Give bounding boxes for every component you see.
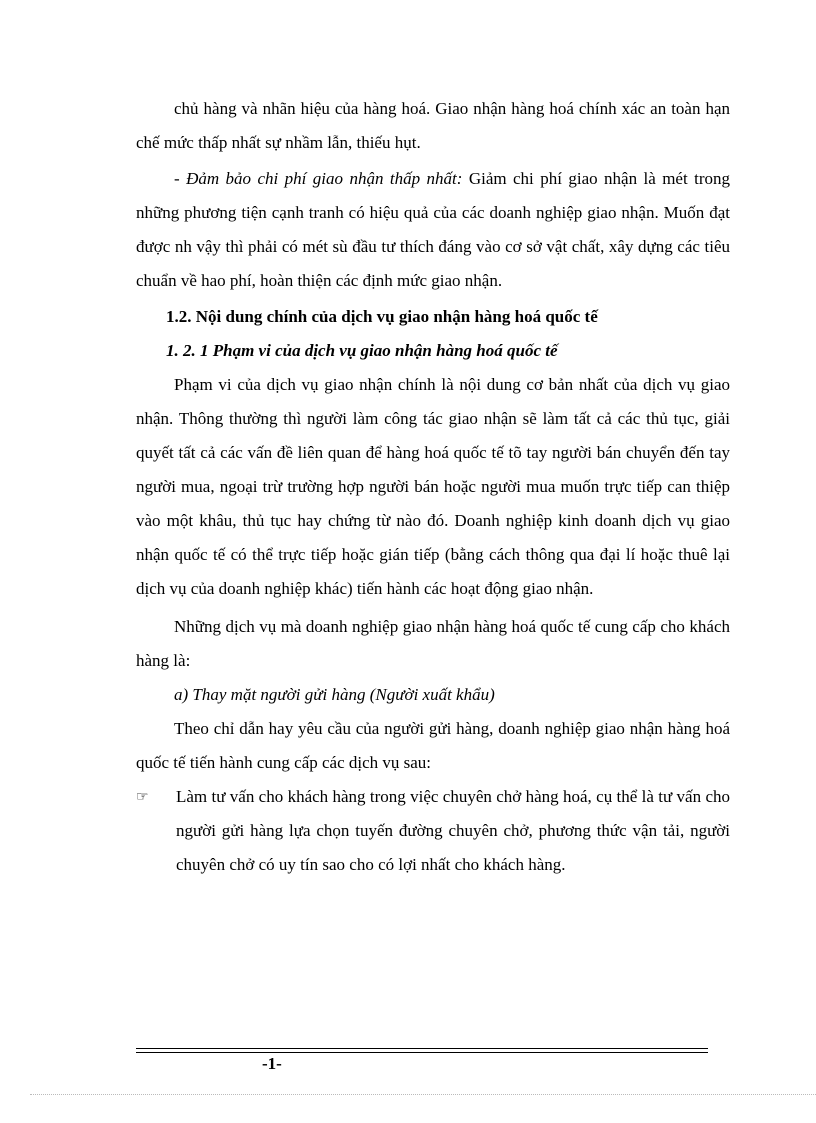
document-body bbox=[136, 92, 730, 882]
page-bottom-divider bbox=[30, 1094, 816, 1095]
pointing-hand-icon: ☞ bbox=[136, 789, 149, 805]
subsection-heading: 1. 2. 1 Phạm vi của dịch vụ giao nhận hàng hoá quốc tế bbox=[166, 341, 558, 360]
paragraph-4: Những dịch vụ mà doanh nghiệp giao nhận hàng hoá quốc tế cung cấp cho khách hàng là: bbox=[136, 617, 730, 670]
footer-rule-bottom bbox=[136, 1052, 708, 1053]
paragraph-2-text: Giảm chi phí giao nhận là mét trong những phương tiện cạnh tranh có hiệu quả của các doanh nghiệp giao nhận. Muốn đạt được nh vậy thì phải có mét sù đầu tư thích đáng vào cơ sở vật chất, xây dựng các tiêu chuẩn về hao phí, hoàn thiện các định mức giao nhận. bbox=[136, 169, 730, 290]
paragraph-5: Theo chỉ dẫn hay yêu cầu của người gửi hàng, doanh nghiệp giao nhận hàng hoá quốc tế tiến hành cung cấp các dịch vụ sau: bbox=[136, 719, 730, 772]
bullet-item bbox=[136, 780, 730, 882]
paragraph-1: chủ hàng và nhãn hiệu của hàng hoá. Giao nhận hàng hoá chính xác an toàn hạn chế mức thấp nhất sự nhầm lẫn, thiếu hụt. bbox=[136, 99, 730, 152]
paragraph-2 bbox=[136, 162, 730, 298]
section-heading: 1.2. Nội dung chính của dịch vụ giao nhận hàng hoá quốc tế bbox=[166, 307, 598, 326]
sub-item-a: a) Thay mặt người gửi hàng (Người xuất khẩu) bbox=[174, 685, 495, 704]
bullet-item-text: Làm tư vấn cho khách hàng trong việc chuyên chở hàng hoá, cụ thể là tư vấn cho người gửi hàng lựa chọn tuyến đường chuyên chở, phương thức vận tải, người chuyên chở có uy tín sao cho có lợi nhất cho khách hàng. bbox=[176, 787, 730, 874]
paragraph-2-lead: - Đảm bảo chi phí giao nhận thấp nhất: bbox=[174, 169, 463, 188]
page-number: -1- bbox=[262, 1054, 282, 1073]
paragraph-3: Phạm vi của dịch vụ giao nhận chính là nội dung cơ bản nhất của dịch vụ giao nhận. Thông thường thì người làm công tác giao nhận sẽ làm tất cả các thủ tục, giải quyết tất cả các vấn đề liên quan để hàng hoá quốc tế tõ tay người bán chuyển đến tay người mua, ngoại trừ trường hợp người bán hoặc người mua muốn trực tiếp can thiệp vào một khâu, thủ tục hay chứng từ nào đó. Doanh nghiệp kinh doanh dịch vụ giao nhận quốc tế có thể trực tiếp hoặc gián tiếp (bằng cách thông qua đại lí hoặc thuê lại dịch vụ của doanh nghiệp khác) tiến hành các hoạt động giao nhận. bbox=[136, 375, 730, 598]
footer-rule-top bbox=[136, 1048, 708, 1049]
